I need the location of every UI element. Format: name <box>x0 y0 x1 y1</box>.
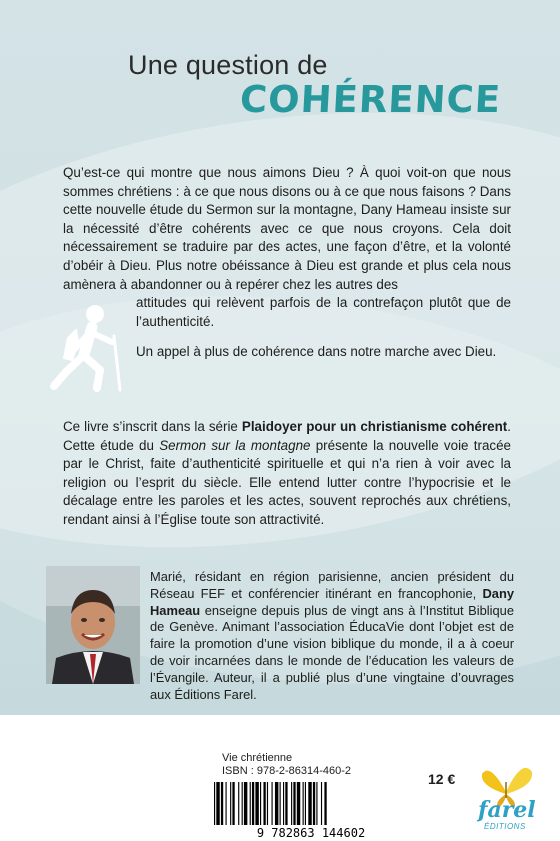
publisher-subtitle: ÉDITIONS <box>484 822 526 831</box>
author-bio <box>150 569 514 703</box>
price: 12 € <box>428 771 456 787</box>
series-rest: présente la nouvelle voie tracée par le Christ, faite d’authenticité spirituelle et qui n’a rien à voir avec la religion ou l’esprit du siècle. Elle entend lutter contre l’hypocrisie et le décalage entre les paroles et les actes, souvent reprochés aux chrétiens, rendant ainsi à l’Église toute son attractivité. <box>63 437 511 527</box>
author-name: Dany Hameau <box>150 585 514 618</box>
category-label: Vie chrétienne <box>222 752 293 764</box>
title-line-1: Une question de <box>128 50 328 80</box>
publisher-name: farel <box>478 797 536 823</box>
barcode <box>208 780 413 840</box>
blurb-paragraph-1: Qu’est-ce qui montre que nous aimons Dieu ? À quoi voit-on que nous sommes chrétiens : à ce que nous disons ou à ce que nous faisons ? Dans cette nouvelle étude du Sermon sur la montagne, Dany Hameau insiste sur la nécessité d’être cohérents avec ce que nous croyons. Cela doit nécessairement se traduire par des actes, une façon d’être, et la volonté d’obéir à Dieu. Plus notre obéissance à Dieu est grande et plus cela nous amènera à abandonner ou à repérer chez les autres des <box>63 165 511 292</box>
title-line-2: COHÉRENCE <box>238 78 503 121</box>
blurb-paragraph-2: Un appel à plus de cohérence dans notre marche avec Dieu. <box>136 344 497 359</box>
series-mid: . Cette étude du <box>63 419 511 453</box>
series-name: Plaidoyer pour un christianisme cohérent <box>241 419 508 434</box>
barcode-digits: 9 782863 144602 <box>256 826 366 840</box>
isbn-text: ISBN : 978-2-86314-460-2 <box>222 765 352 777</box>
series-paragraph <box>63 418 511 530</box>
author-portrait <box>46 566 140 684</box>
blurb-paragraph-1-end: attitudes qui relèvent parfois de la contrefaçon plutôt que de l’authenticité. <box>136 295 511 329</box>
author-bio-start: Marié, résidant en région parisienne, ancien président du Réseau FEF et conférencier itinérant en francophonie, <box>150 569 514 601</box>
series-work: Sermon sur la montagne <box>159 437 311 453</box>
author-bio-rest: enseigne depuis plus de vingt ans à l’Institut Biblique de Genève. Animant l’association ÉducaVie dont l’objet est de faire la promotion d’une vision biblique du monde, il a à coeur de voir incarnées dans le monde de l’éducation les valeurs de l’Évangile. Auteur, il a publié plus d’une vingtaine d’ouvrages aux Éditions Farel. <box>150 602 514 702</box>
hiker-icon <box>40 300 136 392</box>
series-intro: Ce livre s’inscrit dans la série <box>63 419 242 434</box>
